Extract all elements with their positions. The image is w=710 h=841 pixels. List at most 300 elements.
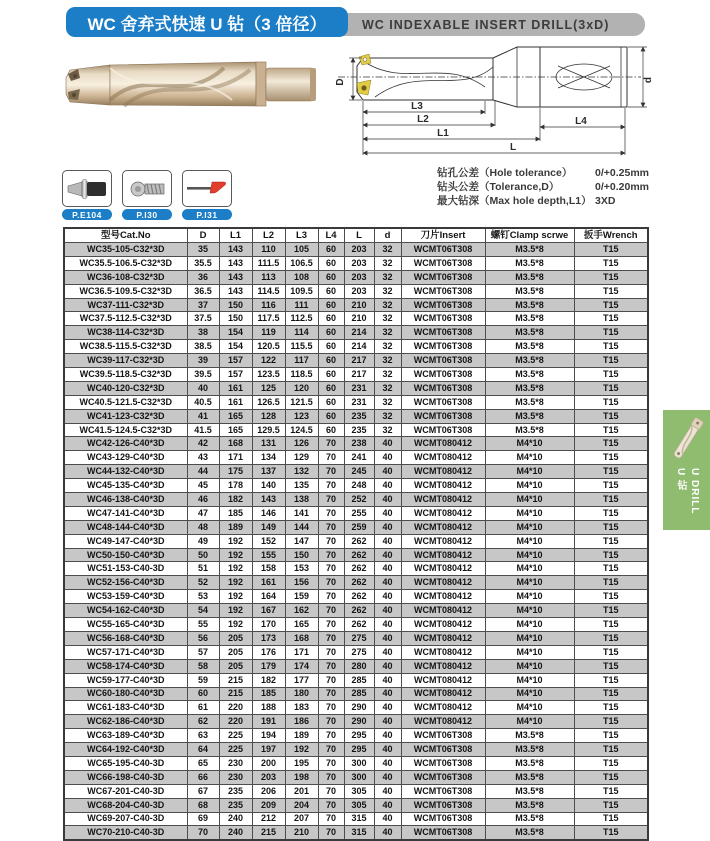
table-cell: 285: [344, 687, 374, 701]
table-cell: WCMT06T308: [401, 340, 485, 354]
table-cell: 176: [252, 645, 285, 659]
table-cell: 191: [252, 715, 285, 729]
table-cell: WCMT06T308: [401, 798, 485, 812]
table-cell: 40: [374, 479, 401, 493]
table-cell: WC63-189-C40*3D: [64, 729, 187, 743]
dim-label-D: D: [335, 78, 346, 86]
table-cell: T15: [574, 409, 648, 423]
table-cell: 60: [318, 368, 344, 382]
table-cell: 70: [318, 729, 344, 743]
drill-flutes: [110, 62, 256, 106]
table-cell: 180: [285, 687, 318, 701]
table-cell: 70: [318, 506, 344, 520]
table-cell: 262: [344, 618, 374, 632]
table-cell: 143: [219, 284, 252, 298]
table-cell: WC47-141-C40*3D: [64, 506, 187, 520]
table-cell: 126: [285, 437, 318, 451]
table-cell: WCMT080412: [401, 715, 485, 729]
table-cell: M3.5*8: [485, 298, 574, 312]
table-cell: 70: [318, 743, 344, 757]
table-row: [64, 631, 648, 645]
table-cell: M3.5*8: [485, 798, 574, 812]
table-cell: 171: [219, 451, 252, 465]
table-cell: 70: [318, 715, 344, 729]
table-cell: M4*10: [485, 465, 574, 479]
table-cell: 158: [252, 562, 285, 576]
table-row: [64, 729, 648, 743]
table-cell: T15: [574, 631, 648, 645]
table-cell: 70: [318, 826, 344, 840]
ref-clamp-screw: [122, 170, 172, 220]
table-row: [64, 604, 648, 618]
table-cell: WCMT080412: [401, 534, 485, 548]
table-cell: 143: [219, 256, 252, 270]
table-cell: 182: [219, 493, 252, 507]
table-cell: 192: [219, 576, 252, 590]
table-cell: 70: [318, 701, 344, 715]
table-cell: 225: [219, 743, 252, 757]
table-cell: 183: [285, 701, 318, 715]
table-cell: 117.5: [252, 312, 285, 326]
table-cell: 114.5: [252, 284, 285, 298]
table-cell: 178: [219, 479, 252, 493]
table-cell: 40: [374, 770, 401, 784]
table-cell: WC44-132-C40*3D: [64, 465, 187, 479]
table-cell: 155: [252, 548, 285, 562]
table-cell: T15: [574, 520, 648, 534]
table-cell: 198: [285, 770, 318, 784]
spec-label-en: （Tolerance,D）: [479, 181, 560, 193]
table-row: [64, 451, 648, 465]
table-cell: 40: [374, 618, 401, 632]
table-cell: 41: [187, 409, 219, 423]
table-cell: M4*10: [485, 645, 574, 659]
table-cell: 32: [374, 423, 401, 437]
header-title-bar: [66, 7, 348, 37]
column-header: 刀片Insert: [401, 228, 485, 243]
table-cell: 70: [318, 784, 344, 798]
table-cell: WCMT080412: [401, 506, 485, 520]
table-cell: 40: [374, 520, 401, 534]
table-cell: 241: [344, 451, 374, 465]
table-cell: T15: [574, 284, 648, 298]
table-cell: M3.5*8: [485, 784, 574, 798]
table-cell: 35.5: [187, 256, 219, 270]
table-row: [64, 368, 648, 382]
table-cell: 192: [285, 743, 318, 757]
table-cell: 105: [285, 243, 318, 257]
spec-label-cn: 最大钻深: [437, 195, 479, 207]
table-cell: 56: [187, 631, 219, 645]
table-cell: 70: [318, 493, 344, 507]
table-cell: WCMT080412: [401, 479, 485, 493]
spec-hole-tolerance: [437, 165, 705, 179]
table-cell: 64: [187, 743, 219, 757]
table-row: [64, 659, 648, 673]
table-cell: M3.5*8: [485, 770, 574, 784]
table-cell: 126.5: [252, 395, 285, 409]
table-cell: 147: [285, 534, 318, 548]
table-cell: 61: [187, 701, 219, 715]
table-cell: WC70-210-C40-3D: [64, 826, 187, 840]
table-cell: 70: [318, 534, 344, 548]
table-row: [64, 381, 648, 395]
table-cell: 177: [285, 673, 318, 687]
table-cell: 140: [252, 479, 285, 493]
table-cell: T15: [574, 243, 648, 257]
table-cell: WC58-174-C40*3D: [64, 659, 187, 673]
table-cell: 70: [318, 590, 344, 604]
table-cell: 32: [374, 312, 401, 326]
table-cell: T15: [574, 548, 648, 562]
table-cell: WCMT080412: [401, 590, 485, 604]
table-cell: M4*10: [485, 631, 574, 645]
table-row: [64, 423, 648, 437]
table-cell: 40: [374, 715, 401, 729]
table-cell: 116: [252, 298, 285, 312]
table-cell: M3.5*8: [485, 423, 574, 437]
spec-value: 3XD: [595, 195, 616, 207]
spec-value: 0/+0.25mm: [595, 167, 649, 179]
table-row: [64, 437, 648, 451]
table-cell: T15: [574, 798, 648, 812]
table-cell: 201: [285, 784, 318, 798]
table-cell: 240: [219, 812, 252, 826]
table-cell: 146: [252, 506, 285, 520]
table-cell: 68: [187, 798, 219, 812]
table-cell: WCMT080412: [401, 562, 485, 576]
spec-value: 0/+0.20mm: [595, 181, 649, 193]
table-cell: T15: [574, 770, 648, 784]
table-cell: M3.5*8: [485, 409, 574, 423]
table-row: [64, 506, 648, 520]
drill-head: [66, 65, 110, 105]
table-cell: 38: [187, 326, 219, 340]
table-cell: 214: [344, 326, 374, 340]
table-cell: WCMT080412: [401, 465, 485, 479]
table-row: [64, 465, 648, 479]
table-cell: 40: [374, 631, 401, 645]
table-cell: 262: [344, 548, 374, 562]
table-cell: WC56-168-C40*3D: [64, 631, 187, 645]
table-cell: WCMT080412: [401, 604, 485, 618]
table-cell: 111.5: [252, 256, 285, 270]
table-cell: WCMT080412: [401, 451, 485, 465]
table-row: [64, 548, 648, 562]
table-cell: 70: [318, 548, 344, 562]
table-cell: M4*10: [485, 576, 574, 590]
table-row: [64, 479, 648, 493]
table-cell: 51: [187, 562, 219, 576]
table-cell: 315: [344, 812, 374, 826]
table-cell: WC55-165-C40*3D: [64, 618, 187, 632]
table-cell: 108: [285, 270, 318, 284]
table-cell: 210: [285, 826, 318, 840]
table-cell: T15: [574, 743, 648, 757]
table-cell: 192: [219, 534, 252, 548]
table-cell: 275: [344, 631, 374, 645]
table-cell: 220: [219, 701, 252, 715]
table-cell: T15: [574, 534, 648, 548]
spec-label-cn: 钻孔公差: [437, 167, 479, 179]
table-row: [64, 715, 648, 729]
table-cell: 32: [374, 284, 401, 298]
page-ref-badge: P.I30: [122, 209, 172, 220]
table-cell: M4*10: [485, 534, 574, 548]
table-cell: WC48-144-C40*3D: [64, 520, 187, 534]
table-cell: 60: [318, 298, 344, 312]
table-cell: 60: [318, 340, 344, 354]
table-cell: WC57-171-C40*3D: [64, 645, 187, 659]
table-cell: 120.5: [252, 340, 285, 354]
table-cell: T15: [574, 381, 648, 395]
table-row: [64, 395, 648, 409]
table-cell: 295: [344, 729, 374, 743]
table-cell: 262: [344, 590, 374, 604]
table-cell: WCMT080412: [401, 520, 485, 534]
table-cell: 70: [187, 826, 219, 840]
table-cell: 70: [318, 576, 344, 590]
table-cell: 129: [285, 451, 318, 465]
table-cell: 210: [344, 312, 374, 326]
table-cell: 112.5: [285, 312, 318, 326]
table-cell: WCMT080412: [401, 631, 485, 645]
table-cell: 40: [374, 451, 401, 465]
table-cell: T15: [574, 368, 648, 382]
table-cell: 135: [285, 479, 318, 493]
table-cell: 171: [285, 645, 318, 659]
table-row: [64, 326, 648, 340]
table-cell: 32: [374, 409, 401, 423]
table-cell: 165: [219, 423, 252, 437]
table-cell: WC49-147-C40*3D: [64, 534, 187, 548]
table-cell: M3.5*8: [485, 354, 574, 368]
table-cell: WCMT080412: [401, 493, 485, 507]
table-cell: M4*10: [485, 590, 574, 604]
table-cell: 200: [252, 756, 285, 770]
table-cell: 121.5: [285, 395, 318, 409]
table-cell: 203: [344, 243, 374, 257]
table-cell: WCMT06T308: [401, 409, 485, 423]
table-cell: 240: [219, 826, 252, 840]
table-cell: 154: [219, 326, 252, 340]
table-cell: M3.5*8: [485, 381, 574, 395]
table-row: [64, 673, 648, 687]
table-cell: 252: [344, 493, 374, 507]
table-cell: WC67-201-C40-3D: [64, 784, 187, 798]
table-cell: M4*10: [485, 451, 574, 465]
table-cell: WC69-207-C40-3D: [64, 812, 187, 826]
table-cell: 50: [187, 548, 219, 562]
table-cell: WCMT080412: [401, 437, 485, 451]
table-cell: 40: [374, 673, 401, 687]
table-cell: 118.5: [285, 368, 318, 382]
table-cell: WCMT080412: [401, 548, 485, 562]
table-cell: 161: [252, 576, 285, 590]
table-cell: 39.5: [187, 368, 219, 382]
column-header: 扳手Wrench: [574, 228, 648, 243]
table-cell: 173: [252, 631, 285, 645]
table-row: [64, 270, 648, 284]
table-row: [64, 298, 648, 312]
table-row: [64, 520, 648, 534]
table-cell: T15: [574, 395, 648, 409]
table-cell: 156: [285, 576, 318, 590]
table-body: [64, 243, 648, 841]
table-cell: T15: [574, 437, 648, 451]
table-cell: 170: [252, 618, 285, 632]
table-cell: 62: [187, 715, 219, 729]
table-cell: WC38.5-115.5-C32*3D: [64, 340, 187, 354]
table-cell: 305: [344, 798, 374, 812]
table-cell: 131: [252, 437, 285, 451]
column-header: L4: [318, 228, 344, 243]
table-cell: WCMT06T308: [401, 756, 485, 770]
table-cell: 55: [187, 618, 219, 632]
table-cell: WCMT080412: [401, 645, 485, 659]
table-cell: 124.5: [285, 423, 318, 437]
table-row: [64, 826, 648, 840]
table-cell: 32: [374, 381, 401, 395]
table-cell: 53: [187, 590, 219, 604]
table-cell: 49: [187, 534, 219, 548]
table-cell: 60: [318, 423, 344, 437]
table-cell: WC64-192-C40*3D: [64, 743, 187, 757]
table-cell: 70: [318, 770, 344, 784]
dim-label-L2: L2: [417, 114, 429, 125]
table-row: [64, 770, 648, 784]
table-cell: M4*10: [485, 618, 574, 632]
table-cell: 197: [252, 743, 285, 757]
table-cell: 32: [374, 243, 401, 257]
table-cell: 165: [285, 618, 318, 632]
column-header: L: [344, 228, 374, 243]
table-cell: T15: [574, 354, 648, 368]
table-cell: WC62-186-C40*3D: [64, 715, 187, 729]
page-ref-badge: P.E104: [62, 209, 112, 220]
table-cell: 40: [374, 437, 401, 451]
table-cell: T15: [574, 618, 648, 632]
table-cell: 35: [187, 243, 219, 257]
table-cell: 168: [219, 437, 252, 451]
table-cell: 119: [252, 326, 285, 340]
table-cell: 137: [252, 465, 285, 479]
table-cell: 123: [285, 409, 318, 423]
table-cell: 174: [285, 659, 318, 673]
table-cell: 37: [187, 298, 219, 312]
table-cell: T15: [574, 326, 648, 340]
table-cell: T15: [574, 687, 648, 701]
table-cell: 231: [344, 395, 374, 409]
spec-label-en: （Hole tolerance）: [479, 167, 573, 179]
table-cell: WC54-162-C40*3D: [64, 604, 187, 618]
table-cell: 32: [374, 368, 401, 382]
table-cell: 59: [187, 673, 219, 687]
table-cell: 32: [374, 270, 401, 284]
table-cell: 157: [219, 368, 252, 382]
table-cell: 60: [318, 270, 344, 284]
table-cell: WC40.5-121.5-C32*3D: [64, 395, 187, 409]
table-cell: 185: [219, 506, 252, 520]
table-cell: M4*10: [485, 437, 574, 451]
table-cell: 40: [374, 798, 401, 812]
table-cell: WCMT080412: [401, 701, 485, 715]
table-cell: 161: [219, 395, 252, 409]
table-cell: WCMT06T308: [401, 812, 485, 826]
table-row: [64, 256, 648, 270]
table-cell: 206: [252, 784, 285, 798]
table-cell: 70: [318, 645, 344, 659]
table-cell: M3.5*8: [485, 326, 574, 340]
table-cell: M3.5*8: [485, 284, 574, 298]
table-row: [64, 493, 648, 507]
table-cell: 280: [344, 659, 374, 673]
table-cell: M4*10: [485, 479, 574, 493]
table-cell: 70: [318, 812, 344, 826]
table-cell: 165: [219, 409, 252, 423]
table-cell: T15: [574, 701, 648, 715]
table-cell: WCMT080412: [401, 687, 485, 701]
table-cell: 262: [344, 562, 374, 576]
column-header: 螺钉Clamp scrwe: [485, 228, 574, 243]
table-cell: 205: [219, 659, 252, 673]
table-cell: 32: [374, 354, 401, 368]
table-cell: 44: [187, 465, 219, 479]
spec-label-en: （Max hole depth,L1）: [479, 195, 592, 207]
torx-wrench-icon: [186, 178, 228, 200]
table-row: [64, 576, 648, 590]
table-cell: 262: [344, 534, 374, 548]
table-cell: 65: [187, 756, 219, 770]
table-cell: 248: [344, 479, 374, 493]
table-cell: 70: [318, 756, 344, 770]
table-row: [64, 590, 648, 604]
column-header: 型号Cat.No: [64, 228, 187, 243]
table-cell: WC52-156-C40*3D: [64, 576, 187, 590]
table-cell: 214: [344, 340, 374, 354]
table-cell: 60: [318, 326, 344, 340]
table-cell: WC39-117-C32*3D: [64, 354, 187, 368]
table-cell: 40: [374, 604, 401, 618]
table-cell: 40.5: [187, 395, 219, 409]
table-cell: 192: [219, 590, 252, 604]
table-cell: M3.5*8: [485, 756, 574, 770]
table-cell: M4*10: [485, 659, 574, 673]
table-cell: M3.5*8: [485, 743, 574, 757]
column-header: L3: [285, 228, 318, 243]
table-cell: T15: [574, 659, 648, 673]
table-cell: 40: [374, 812, 401, 826]
table-cell: 40: [374, 645, 401, 659]
table-cell: T15: [574, 645, 648, 659]
table-cell: 203: [252, 770, 285, 784]
table-cell: WCMT080412: [401, 659, 485, 673]
table-cell: WC36-108-C32*3D: [64, 270, 187, 284]
table-cell: M4*10: [485, 493, 574, 507]
table-cell: WC46-138-C40*3D: [64, 493, 187, 507]
table-cell: 54: [187, 604, 219, 618]
table-cell: 162: [285, 604, 318, 618]
table-row: [64, 701, 648, 715]
insert-tip: [357, 54, 371, 95]
dim-label-L4: L4: [575, 116, 587, 127]
table-cell: WCMT06T308: [401, 243, 485, 257]
table-cell: T15: [574, 493, 648, 507]
page-subtitle-en: WC INDEXABLE INSERT DRILL(3xD): [362, 17, 610, 32]
spec-drill-tolerance: [437, 179, 705, 193]
table-cell: WC45-135-C40*3D: [64, 479, 187, 493]
table-cell: 231: [344, 381, 374, 395]
